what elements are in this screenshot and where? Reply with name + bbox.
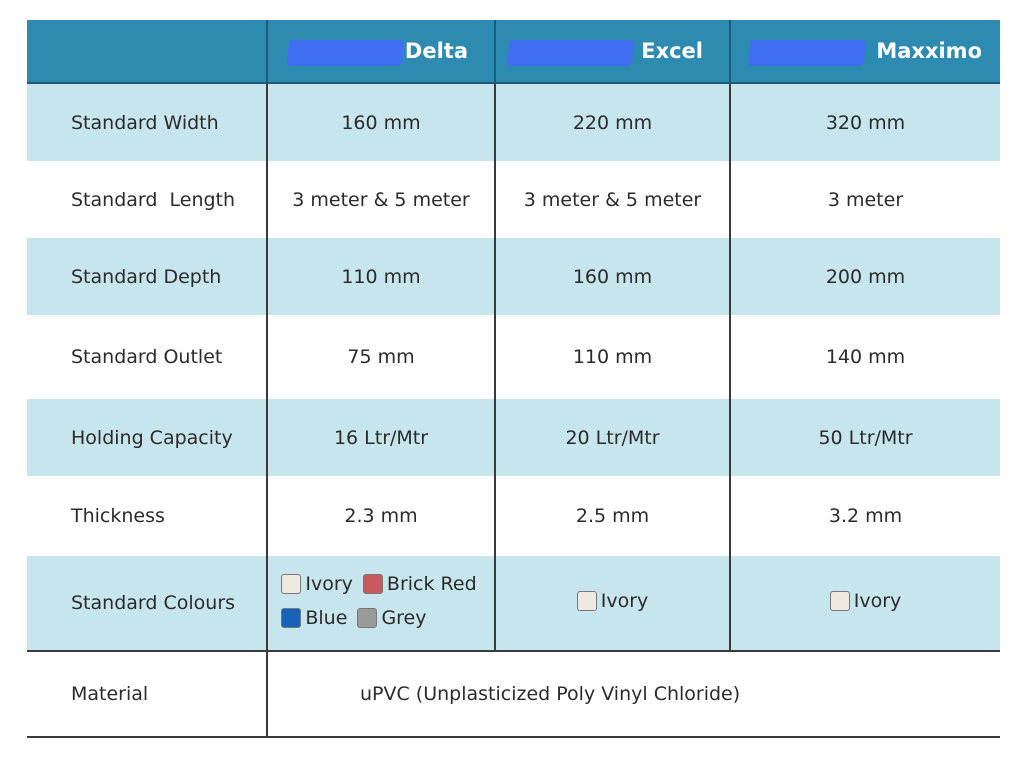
cell-value: 160 mm <box>495 238 730 315</box>
header-delta <box>267 20 495 83</box>
colour-name: Ivory <box>600 590 649 612</box>
header-corner-cell <box>27 20 267 83</box>
colour-swatch <box>363 569 477 599</box>
colour-name: Brick Red <box>386 573 477 595</box>
table-row-colours <box>27 556 1000 651</box>
cell-value: 3 meter & 5 meter <box>267 161 495 238</box>
colour-swatch <box>357 603 426 633</box>
cell-value: 320 mm <box>730 83 1000 161</box>
row-label: Standard Width <box>27 83 267 161</box>
table-row <box>27 83 1000 161</box>
colour-name: Grey <box>381 607 427 629</box>
cell-value: 160 mm <box>267 83 495 161</box>
header-delta-label: Delta <box>404 39 468 63</box>
cell-value: 16 Ltr/Mtr <box>267 399 495 476</box>
row-label: Material <box>27 651 267 737</box>
row-label: Thickness <box>27 476 267 556</box>
table-row <box>27 399 1000 476</box>
spec-comparison-table <box>27 20 1000 738</box>
header-maxximo-label: Maxximo <box>876 39 982 63</box>
cell-value: 20 Ltr/Mtr <box>495 399 730 476</box>
row-label: Standard Length <box>27 161 267 238</box>
header-row <box>27 20 1000 83</box>
header-excel <box>495 20 730 83</box>
table-row <box>27 476 1000 556</box>
header-excel-label: Excel <box>641 39 703 63</box>
colour-swatch-group <box>281 569 480 637</box>
colour-swatch <box>830 590 902 612</box>
cell-value: 200 mm <box>730 238 1000 315</box>
cell-value: 110 mm <box>267 238 495 315</box>
redaction-mark <box>507 40 635 66</box>
ivory-swatch-icon <box>281 574 301 594</box>
cell-value: 50 Ltr/Mtr <box>730 399 1000 476</box>
cell-value: 110 mm <box>495 315 730 399</box>
ivory-swatch-icon <box>577 591 597 611</box>
cell-value: 3 meter <box>730 161 1000 238</box>
cell-colours-excel <box>495 556 730 651</box>
table-row <box>27 161 1000 238</box>
colour-swatch <box>281 603 347 633</box>
header-maxximo <box>730 20 1000 83</box>
cell-value: 2.3 mm <box>267 476 495 556</box>
grey-swatch-icon <box>357 608 377 628</box>
colour-name: Ivory <box>853 590 902 612</box>
redaction-mark <box>748 40 867 66</box>
row-label: Standard Depth <box>27 238 267 315</box>
ivory-swatch-icon <box>830 591 850 611</box>
cell-value: 3.2 mm <box>730 476 1000 556</box>
row-label: Standard Colours <box>27 556 267 651</box>
colour-swatch <box>577 590 649 612</box>
colour-name: Blue <box>305 607 348 629</box>
redaction-mark <box>287 40 405 66</box>
row-label: Standard Outlet <box>27 315 267 399</box>
colour-swatch <box>281 569 353 599</box>
cell-colours-maxximo <box>730 556 1000 651</box>
material-value: uPVC (Unplasticized Poly Vinyl Chloride) <box>267 651 1000 737</box>
blue-swatch-icon <box>281 608 301 628</box>
table-row <box>27 238 1000 315</box>
row-label: Holding Capacity <box>27 399 267 476</box>
cell-value: 2.5 mm <box>495 476 730 556</box>
cell-value: 3 meter & 5 meter <box>495 161 730 238</box>
cell-value: 140 mm <box>730 315 1000 399</box>
table-row-material <box>27 651 1000 737</box>
cell-value: 220 mm <box>495 83 730 161</box>
colour-name: Ivory <box>305 573 353 595</box>
cell-colours-delta <box>267 556 495 651</box>
table-row <box>27 315 1000 399</box>
cell-value: 75 mm <box>267 315 495 399</box>
brick-red-swatch-icon <box>363 574 383 594</box>
